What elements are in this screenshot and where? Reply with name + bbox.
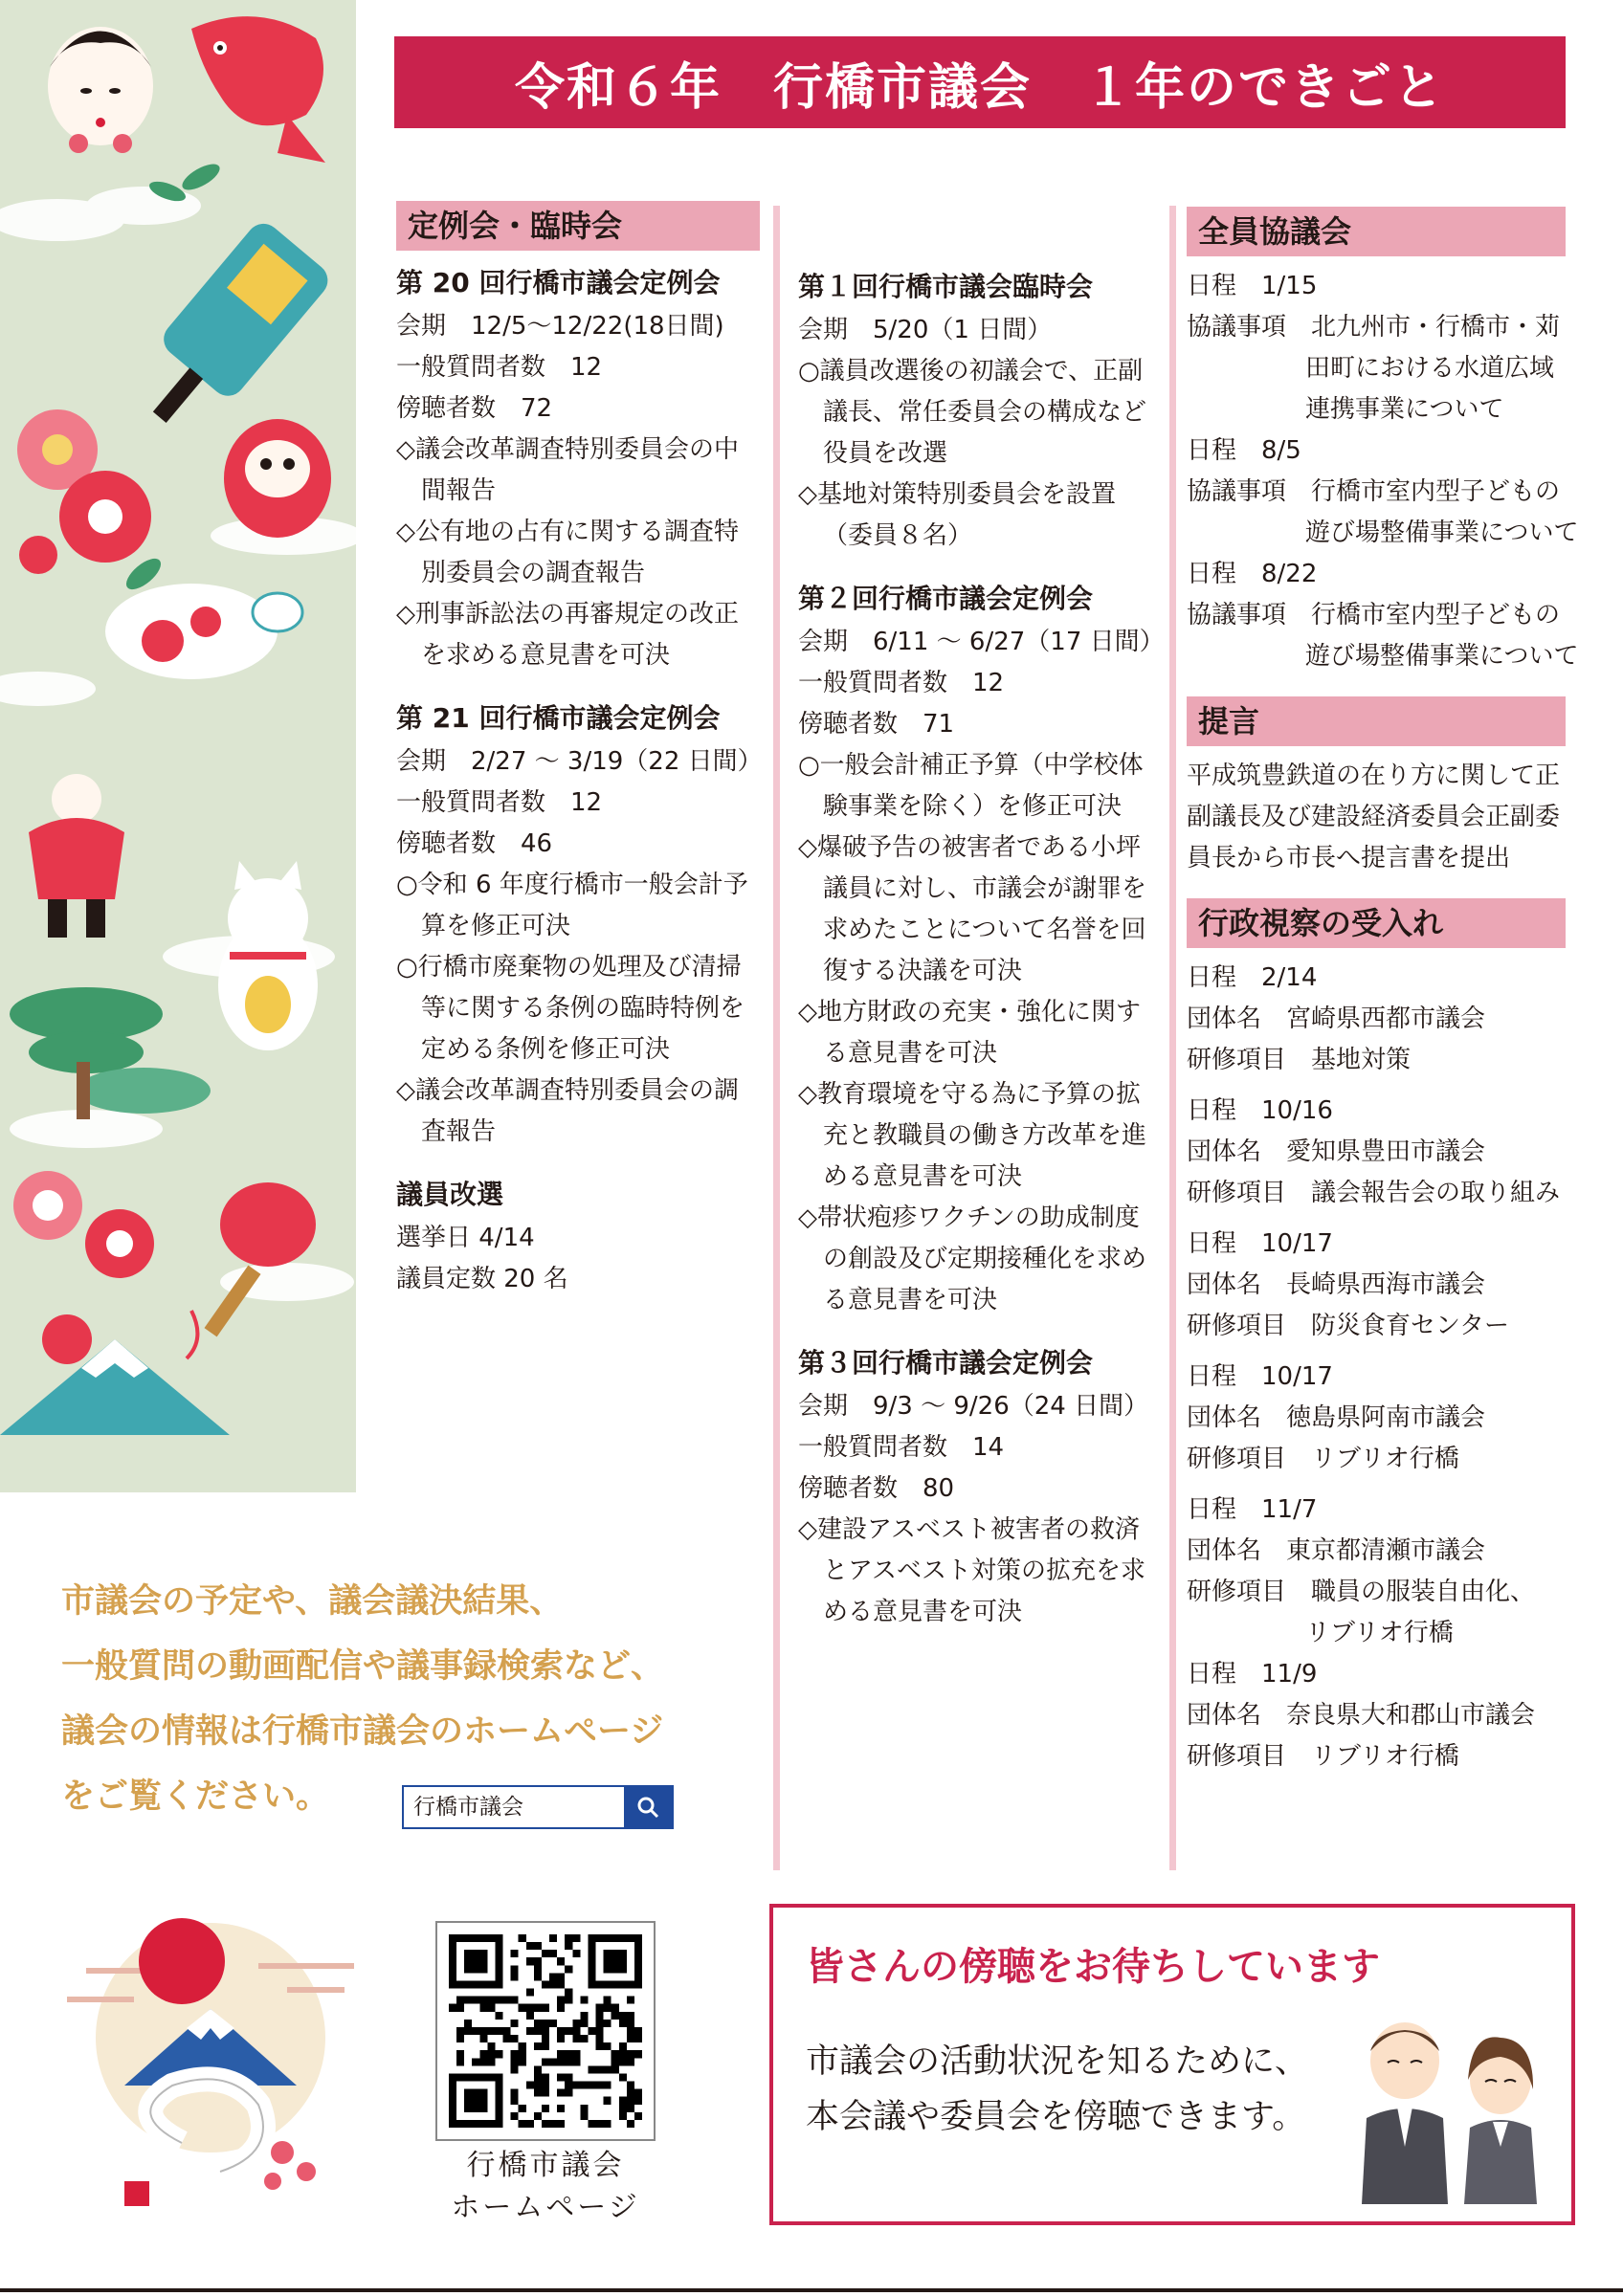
column-councils [1187, 207, 1579, 1777]
agenda-item: ◇議会改革調査特別委員会の調 [396, 1076, 739, 1105]
column-sessions-2 [798, 264, 1165, 1633]
agenda-item-cont: を求める意見書を可決 [421, 641, 671, 670]
visit-topic: 研修項目 リブリオ行橋 [1187, 1742, 1459, 1771]
pine-tree-icon [10, 987, 211, 1119]
agenda-item-cont: とアスベスト対策の拡充を求 [823, 1556, 1145, 1585]
council-date: 日程 8/5 [1187, 436, 1301, 465]
audience-count: 傍聴者数 80 [798, 1474, 955, 1503]
session-period: 会期 2/27 ～ 3/19（22 日間） [396, 747, 763, 776]
seat-count: 議員定数 20 名 [396, 1265, 568, 1293]
visit-group: 団体名 徳島県阿南市議会 [1187, 1403, 1486, 1432]
bottom-rule [0, 2288, 1623, 2292]
visit-topic: 研修項目 職員の服装自由化、 [1187, 1578, 1536, 1606]
session-title: 第２回行橋市議会定例会 [798, 583, 1094, 614]
session-title: 第 20 回行橋市議会定例会 [396, 267, 721, 298]
agenda-item-cont: める意見書を可決 [823, 1162, 1023, 1191]
qr-caption-line: ホームページ [451, 2191, 640, 2224]
agenda-item-cont: 間報告 [421, 476, 497, 505]
question-count: 一般質問者数 12 [396, 353, 603, 382]
council-topic: 協議事項 行橋市室内型子どもの [1187, 601, 1561, 629]
question-count: 一般質問者数 12 [396, 788, 603, 817]
agenda-item: ○議員改選後の初議会で、正副 [798, 357, 1144, 386]
section-title-proposal: 提言 [1187, 696, 1566, 746]
agenda-item-cont: 議長、常任委員会の構成など [823, 398, 1147, 427]
session-title: 第１回行橋市議会臨時会 [798, 271, 1094, 302]
visit-group: 団体名 東京都清瀬市議会 [1187, 1536, 1486, 1565]
session-period: 会期 12/5～12/22(18日間) [396, 312, 724, 341]
invitation-body [806, 2034, 1308, 2145]
visit-date: 日程 2/14 [1187, 963, 1318, 992]
agenda-item-cont: 等に関する条例の臨時特例を [421, 994, 745, 1023]
invitation-line: 市議会の活動状況を知るために、 [806, 2042, 1309, 2081]
agenda-item-cont: 充と教職員の働き方改革を進 [823, 1121, 1147, 1150]
visit-topic: 研修項目 基地対策 [1187, 1046, 1412, 1074]
question-count: 一般質問者数 12 [798, 669, 1005, 697]
session-period: 会期 6/11 ～ 6/27（17 日間） [798, 628, 1165, 656]
session-title: 第３回行橋市議会定例会 [798, 1347, 1094, 1379]
invitation-box [769, 1904, 1575, 2225]
agenda-item-cont: 別委員会の調査報告 [421, 559, 646, 587]
agenda-item: ◇爆破予告の被害者である小坪 [798, 833, 1141, 862]
search-input[interactable]: 行橋市議会 [413, 1795, 523, 1820]
agenda-item-cont: の創設及び定期接種化を求め [823, 1245, 1147, 1273]
agenda-item-cont: 議員に対し、市議会が謝罪を [823, 874, 1147, 903]
mount-fuji-icon [0, 1314, 230, 1435]
council-topic-cont: 連携事業について [1305, 395, 1504, 424]
audience-count: 傍聴者数 71 [798, 710, 955, 739]
visit-date: 日程 10/17 [1187, 1229, 1333, 1258]
session-title: 第 21 回行橋市議会定例会 [396, 702, 721, 734]
question-count: 一般質問者数 14 [798, 1433, 1005, 1462]
temari-ball-icon [13, 1171, 154, 1278]
agenda-item: ◇議会改革調査特別委員会の中 [396, 435, 739, 464]
visit-group: 団体名 宮崎県西都市議会 [1187, 1004, 1486, 1033]
agenda-item-cont: 役員を改選 [823, 439, 948, 468]
decorative-illustration-band [0, 0, 356, 1492]
invitation-line: 本会議や委員会を傍聴できます。 [806, 2098, 1306, 2136]
qr-caption-line: 行橋市議会 [466, 2149, 625, 2182]
qr-caption [421, 2145, 670, 2229]
visit-topic: 研修項目 防災食育センター [1187, 1312, 1509, 1340]
info-line: をご覧ください。 [61, 1777, 330, 1816]
column-divider-1 [773, 206, 780, 1870]
search-button[interactable] [624, 1787, 672, 1827]
agenda-item-cont: 復する決議を可決 [823, 957, 1023, 985]
visit-topic: 研修項目 議会報告会の取り組み [1187, 1179, 1561, 1207]
agenda-item-cont: る意見書を可決 [823, 1039, 998, 1068]
council-topic: 協議事項 行橋市室内型子どもの [1187, 477, 1561, 506]
agenda-item: ◇公有地の占有に関する調査特 [396, 518, 739, 546]
agenda-item-cont: 験事業を除く）を修正可決 [823, 792, 1123, 821]
section-title-sessions: 定例会・臨時会 [396, 201, 760, 251]
visit-group: 団体名 長崎県西海市議会 [1187, 1270, 1486, 1299]
visit-date: 日程 11/9 [1187, 1660, 1318, 1689]
agenda-item-cont: 定める条例を修正可決 [421, 1035, 671, 1064]
visit-date: 日程 10/16 [1187, 1096, 1333, 1125]
council-topic-cont: 田町における水道広域 [1305, 354, 1555, 383]
info-line: 一般質問の動画配信や議事録検索など、 [61, 1647, 665, 1686]
daruma-icon [224, 419, 331, 538]
okame-face-icon [48, 27, 153, 153]
session-period: 会期 9/3 ～ 9/26（24 日間） [798, 1392, 1149, 1421]
visit-group: 団体名 奈良県大和郡山市議会 [1187, 1701, 1536, 1730]
session-period: 会期 5/20（1 日間） [798, 316, 1053, 344]
agenda-item-cont: （委員８名） [823, 521, 973, 550]
agenda-item-cont: 算を修正可決 [421, 912, 571, 940]
agenda-item: ◇建設アスベスト被害者の救済 [798, 1515, 1140, 1544]
invitation-title: 皆さんの傍聴をお待ちしています [806, 1945, 1380, 1989]
council-date: 日程 1/15 [1187, 272, 1318, 300]
agenda-item-cont: 求めたことについて名誉を回 [823, 916, 1146, 944]
proposal-text: 平成筑豊鉄道の在り方に関して正 [1187, 762, 1561, 790]
search-box[interactable] [402, 1785, 674, 1829]
agenda-item-cont: る意見書を可決 [823, 1286, 998, 1314]
agenda-item: ◇帯状疱疹ワクチンの助成制度 [798, 1203, 1140, 1232]
agenda-item: ○令和 6 年度行橋市一般会計予 [396, 871, 748, 899]
proposal-text: 副議長及び建設経済委員会正副委 [1187, 803, 1561, 831]
column-divider-2 [1169, 206, 1176, 1870]
page-title: 令和６年 行橋市議会 １年のできごと [394, 36, 1566, 128]
visit-topic-cont: リブリオ行橋 [1305, 1619, 1454, 1647]
agenda-item: ◇基地対策特別委員会を設置 [798, 480, 1116, 509]
info-line: 議会の情報は行橋市議会のホームページ [61, 1712, 664, 1751]
election-title: 議員改選 [396, 1179, 504, 1210]
agenda-item-cont: 査報告 [421, 1117, 497, 1146]
qr-code-icon [449, 1934, 642, 2128]
agenda-item: ○一般会計補正予算（中学校体 [798, 751, 1144, 780]
visit-date: 日程 10/17 [1187, 1362, 1333, 1391]
council-date: 日程 8/22 [1187, 560, 1318, 588]
council-topic-cont: 遊び場整備事業について [1305, 519, 1579, 547]
agenda-item-cont: める意見書を可決 [823, 1598, 1023, 1626]
proposal-text: 員長から市長へ提言書を提出 [1187, 844, 1511, 872]
column-regular-sessions [396, 201, 763, 1300]
agenda-item: ◇教育環境を守る為に予算の拡 [798, 1080, 1141, 1109]
hagoita-icon [153, 217, 335, 423]
council-topic-cont: 遊び場整備事業について [1305, 642, 1579, 671]
ox-toy-icon [105, 584, 302, 679]
visit-date: 日程 11/7 [1187, 1495, 1318, 1524]
samurai-figure-icon [29, 774, 124, 938]
new-year-illustrations [0, 0, 356, 1492]
snake-fuji-illustration [67, 1894, 354, 2239]
audience-count: 傍聴者数 72 [396, 394, 553, 423]
agenda-item: ◇刑事訴訟法の再審規定の改正 [396, 600, 739, 629]
lucky-cat-icon [218, 861, 318, 1050]
agenda-item: ◇地方財政の充実・強化に関す [798, 998, 1141, 1027]
qr-code[interactable] [435, 1921, 656, 2141]
search-icon [635, 1795, 660, 1820]
sea-bream-icon [191, 16, 325, 163]
visit-group: 団体名 愛知県豊田市議会 [1187, 1137, 1486, 1166]
section-title-visits: 行政視察の受入れ [1187, 898, 1566, 948]
audience-count: 傍聴者数 46 [396, 829, 553, 858]
section-title-all-council: 全員協議会 [1187, 207, 1566, 256]
election-date: 選挙日 4/14 [396, 1224, 535, 1252]
council-topic: 協議事項 北九州市・行橋市・苅 [1187, 313, 1561, 342]
info-line: 市議会の予定や、議会議決結果、 [61, 1582, 564, 1621]
agenda-item: ○行橋市廃棄物の処理及び清掃 [396, 953, 742, 982]
camellia-icon [17, 409, 166, 595]
visit-topic: 研修項目 リブリオ行橋 [1187, 1445, 1459, 1473]
bowing-people-illustration [1338, 2003, 1558, 2214]
